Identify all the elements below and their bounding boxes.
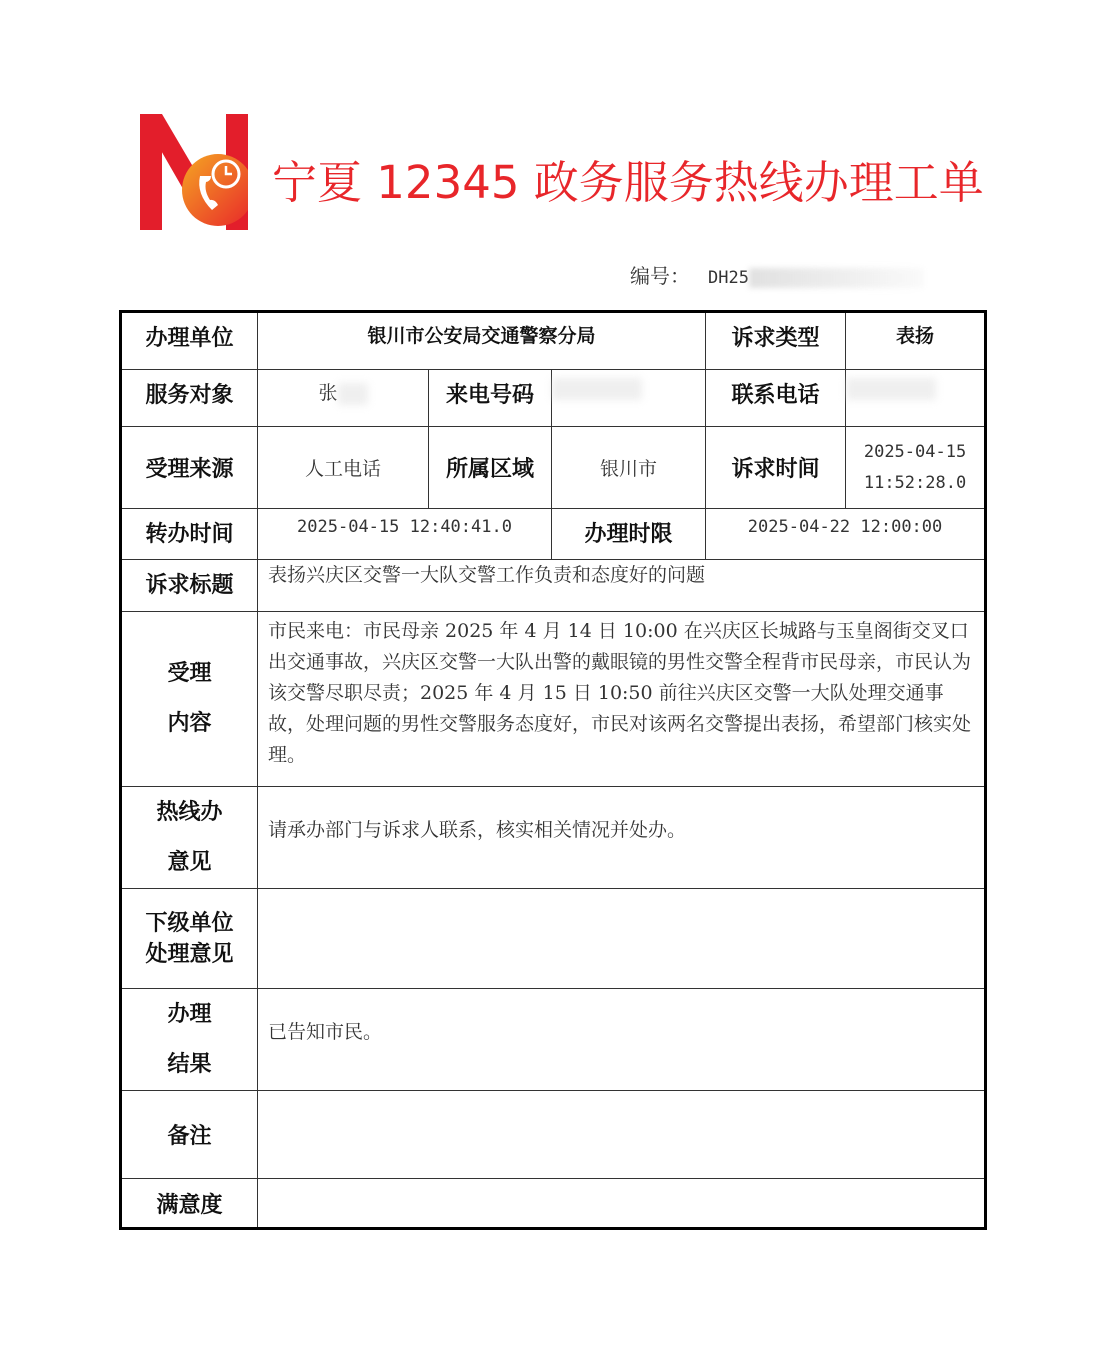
serial-number [630, 260, 924, 289]
request-time-value [846, 427, 986, 509]
hotline-label-line2: 意见 [167, 849, 212, 875]
sub-unit-label [121, 889, 258, 989]
request-clock: 11:52:28.0 [863, 472, 967, 493]
type-label: 诉求类型 [706, 312, 846, 370]
sub-unit-label-line2: 处理意见 [145, 941, 234, 967]
contact-value [846, 370, 986, 427]
subject-value: 表扬兴庆区交警一大队交警工作负责和态度好的问题 [258, 560, 986, 612]
transfer-value: 2025-04-15 12:40:41.0 [258, 509, 552, 560]
remark-label: 备注 [121, 1091, 258, 1179]
page-title: 宁夏 12345 政务服务热线办理工单 [272, 156, 984, 209]
deadline-label: 办理时限 [552, 509, 706, 560]
type-value: 表扬 [846, 312, 986, 370]
remark-value [258, 1091, 986, 1179]
region-value: 银川市 [552, 427, 706, 509]
request-date: 2025-04-15 [863, 441, 967, 462]
source-value: 人工电话 [258, 427, 429, 509]
incoming-value [552, 370, 706, 427]
hotline-label-line1: 热线办 [156, 799, 223, 825]
redaction-blur [846, 378, 936, 400]
satisfaction-value [258, 1179, 986, 1229]
subject-label: 诉求标题 [121, 560, 258, 612]
sub-unit-label-line1: 下级单位 [145, 910, 234, 936]
serial-value: DH25 [708, 268, 749, 288]
serial-label: 编号： [630, 264, 690, 288]
result-label-line1: 办理 [167, 1001, 212, 1027]
redaction-blur [552, 378, 642, 400]
contact-label: 联系电话 [706, 370, 846, 427]
result-value: 已告知市民。 [258, 989, 986, 1091]
result-label-line2: 结果 [167, 1051, 212, 1077]
redaction-blur [749, 268, 924, 288]
redaction-blur [338, 383, 368, 405]
request-time-label: 诉求时间 [706, 427, 846, 509]
region-label: 所属区域 [429, 427, 552, 509]
satisfaction-label: 满意度 [121, 1179, 258, 1229]
unit-label: 办理单位 [121, 312, 258, 370]
content-value: 市民来电：市民母亲 2025 年 4 月 14 日 10:00 在兴庆区长城路与玉皇阁街交叉口出交通事故，兴庆区交警一大队出警的戴眼镜的男性交警全程背市民母亲，市民认为该交警尽职尽责；2025 年 4 月 15 日 10:50 前往兴庆区交警一大队处理交通事故，处理问题的男性交警服务态度好，市民对该两名交警提出表扬，希望部门核实处理。 [258, 612, 986, 787]
target-label: 服务对象 [121, 370, 258, 427]
content-label-line2: 内容 [167, 711, 212, 736]
work-order-table [119, 310, 987, 1230]
content-label-line1: 受理 [167, 661, 212, 686]
sub-unit-value [258, 889, 986, 989]
result-label [121, 989, 258, 1091]
target-cell [258, 370, 429, 427]
target-value: 张 [318, 382, 338, 404]
deadline-value: 2025-04-22 12:00:00 [706, 509, 986, 560]
unit-value: 银川市公安局交通警察分局 [258, 312, 706, 370]
hotline-value: 请承办部门与诉求人联系，核实相关情况并处办。 [258, 787, 986, 889]
hotline-label [121, 787, 258, 889]
source-label: 受理来源 [121, 427, 258, 509]
transfer-label: 转办时间 [121, 509, 258, 560]
incoming-label: 来电号码 [429, 370, 552, 427]
hotline-logo [140, 112, 248, 232]
content-label [121, 612, 258, 787]
